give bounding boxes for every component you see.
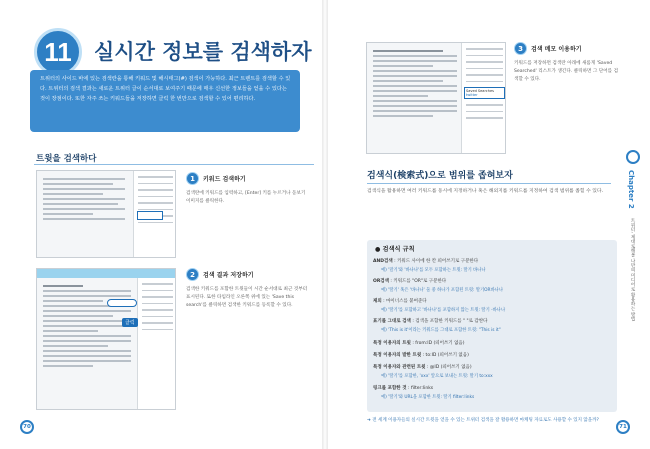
- search-rules-box: [367, 240, 617, 412]
- saved-search-item[interactable]: twitter: [466, 93, 478, 97]
- rule-exclude: 제외 : 마이너스를 붙여준다: [373, 299, 427, 304]
- rule-exact-example: 예) 'This is it'이라는 키워드를 그대로 포함한 트윗: "This is it": [381, 328, 501, 333]
- step-1-badge: 1: [186, 172, 199, 185]
- rule-mention: 특정 이용자와 관련된 트윗 : @ID (띄어쓰기 없음): [373, 365, 472, 370]
- step-1-body: 검색란에 키워드를 입력하고, [Enter] 키를 누르거나 돋보기 이미지를 클릭한다.: [186, 191, 306, 205]
- step-3-badge: 3: [514, 42, 527, 55]
- section-intro: 검색식을 활용하면 여러 키워드를 동시에 지정하거나 혹은 해외지를 키워드를 지정하여 검색 범위를 좁힐 수 있다.: [367, 189, 604, 194]
- step-2-title: 검색 결과 저장하기: [203, 272, 254, 279]
- rule-or-example: 예) '딸기' 혹은 '바나나' 둘 중 하나가 포함된 트윗: 딸기OR바나나: [381, 288, 503, 293]
- screenshot-search-box: [36, 170, 176, 258]
- page-number-left: 70: [20, 420, 34, 434]
- rule-exact: 표기를 그대로 검색 : 검색을 포함한 키워드를 " "로 감싼다: [373, 319, 488, 324]
- rule-and: AND검색 : 키워드 사이에 한 칸 띄어쓰기로 구분한다: [373, 259, 479, 264]
- rule-links: 링크를 포함한 것 : filter:links: [373, 386, 434, 391]
- intro-box: 트위터의 사이드 바에 있는 검색란을 통해 키워드 및 해시태그(#) 검색이 가능하다. 최근 트렌트를 검색할 수 있다. 트위터의 검색 결과는 새로운 트위터 글이 순서대로 보여주기 때문에 매우 신선한 정보들을 얻을 수 있다는 것이 장점이다. 또한 자주 쓰는 키워드들을 저장하면 클릭 한 번만으로 검색할 수 있어 편리하다.: [30, 70, 300, 132]
- rule-from: 특정 이용자의 트윗 : from:ID (띄어쓰기 없음): [373, 341, 465, 346]
- chapter-tab-label: Chapter 2: [627, 170, 635, 209]
- search-field-highlight: [137, 211, 163, 220]
- section-title-search-tweets: 트윗을 검색하다: [36, 154, 97, 164]
- chapter-side-tab: [626, 150, 640, 390]
- saved-searches-header: Saved Searches: [466, 89, 494, 93]
- step-3-title: 검색 메모 이용하기: [531, 46, 582, 53]
- rules-title: ● 검색식 규칙: [375, 246, 415, 253]
- step-2-body: 검색한 키워드를 포함한 트윗들이 시간 순서대로 최근 것부터 표시된다. 또한 타임라인 오른쪽 위에 있는 'Save this search'를 클릭하면 검색한 키워드를 등록할 수 있다.: [186, 287, 308, 309]
- chapter-number-badge: 11: [34, 28, 82, 76]
- saved-searches-list: [464, 87, 505, 99]
- rule-links-example: 예) '딸기'와 URL을 포함한 트윗: 딸기 filter:links: [381, 395, 475, 400]
- click-tag: 클릭: [122, 318, 138, 327]
- screenshot-search-results: [36, 268, 176, 410]
- screenshot-saved-searches: [366, 42, 506, 154]
- footnote: ➔ 전 세계 이용자들의 실시간 트윗을 얻을 수 있는 트위터 검색을 잘 활용하면 마케팅 자료로도 사용할 수 있지 않을까?: [367, 418, 599, 423]
- step-3-body: 키워드를 저장하면 검색란 아래에 새롭게 'Saved Searched' 리스트가 생긴다. 클릭하면 그 단어를 검색할 수 있다.: [514, 61, 619, 83]
- book-gutter: [322, 0, 328, 449]
- rule-to: 특정 이용자의 발한 트윗 : to:ID (띄어쓰기 없음): [373, 353, 469, 358]
- section-divider: [367, 183, 611, 184]
- rule-and-example: 예) '말기'와 '바나나'를 모두 포함하는 트윗: 딸기 바나나: [381, 268, 486, 273]
- rule-exclude-example: 예) '딸기'를 포함하고 '바나나'를 포함하지 않는 트윗: 딸기 -바나나: [381, 308, 506, 313]
- section-title-search-syntax: 검색식(検索式)으로 범위를 좁혀보자: [367, 171, 513, 181]
- rule-mention-example: 예) '딸기'를 포함한, 'xxx' 앞으로 보내는 트윗: 딸기 to:xxx: [381, 374, 493, 379]
- step-2-badge: 2: [186, 268, 199, 281]
- page-number-right: 71: [616, 420, 630, 434]
- step-1-title: 키워드 검색하기: [203, 176, 246, 183]
- chapter-title: 실시간 정보를 검색하자: [94, 40, 312, 64]
- rule-or: OR검색 : 키워드를 "OR"로 구분한다: [373, 279, 447, 284]
- section-divider: [34, 164, 314, 165]
- chapter-icon: [626, 150, 640, 164]
- save-search-highlight: [107, 299, 137, 307]
- chapter-tab-subtitle: 트위터, 제대로해볼 나만의 미디어로 활용하는 방법: [630, 218, 635, 322]
